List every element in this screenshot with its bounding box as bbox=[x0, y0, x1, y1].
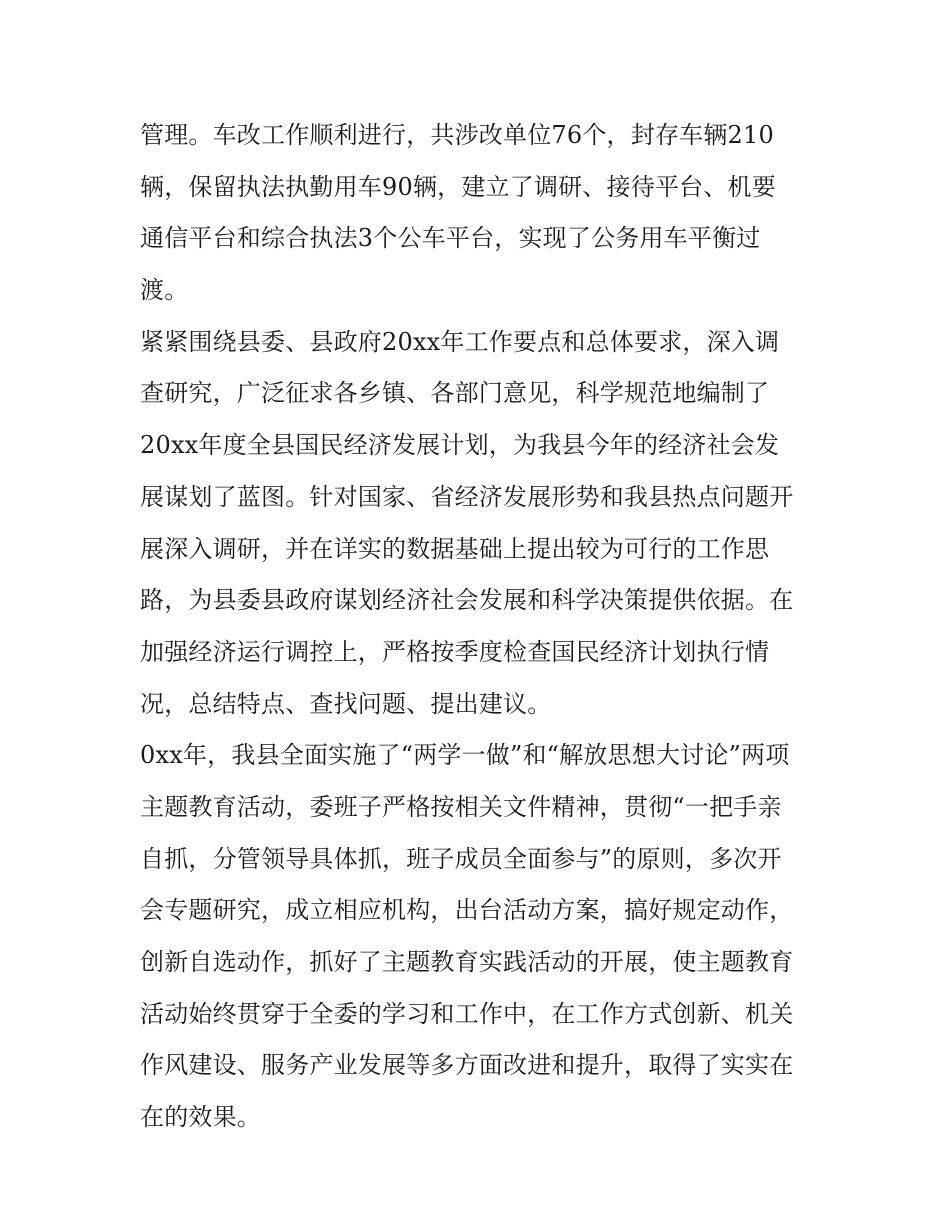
paragraph-economic-plan bbox=[140, 317, 820, 731]
text-line: 0xx年，我县全面实施了“两学一做”和“解放思想大讨论”两项 bbox=[140, 741, 790, 770]
text-line: 展谋划了蓝图。针对国家、省经济发展形势和我县热点问题开 bbox=[140, 482, 794, 511]
text-line: 查研究，广泛征求各乡镇、各部门意见，科学规范地编制了 bbox=[140, 379, 770, 408]
text-line: 主题教育活动，委班子严格按相关文件精神，贯彻“一把手亲 bbox=[140, 792, 782, 821]
text-line: 管理。车改工作顺利进行，共涉改单位76个，封存车辆210 bbox=[140, 121, 774, 149]
text-line: 展深入调研，并在详实的数据基础上提出较为可行的工作思 bbox=[140, 534, 770, 563]
text-line: 况，总结特点、查找问题、提出建议。 bbox=[140, 689, 552, 718]
text-line: 20xx年度全县国民经济发展计划，为我县今年的经济社会发 bbox=[140, 431, 780, 460]
text-line: 在的效果。 bbox=[140, 1103, 261, 1132]
text-line: 路，为县委县政府谋划经济社会发展和科学决策提供依据。在 bbox=[140, 586, 794, 615]
text-line: 作风建设、服务产业发展等多方面改进和提升，取得了实实在 bbox=[140, 1051, 794, 1080]
text-line: 活动始终贯穿于全委的学习和工作中，在工作方式创新、机关 bbox=[140, 999, 794, 1028]
text-line: 紧紧围绕县委、县政府20xx年工作要点和总体要求，深入调 bbox=[140, 327, 780, 356]
text-line: 辆，保留执法执勤用车90辆，建立了调研、接待平台、机要 bbox=[140, 172, 776, 201]
paragraph-vehicle-reform bbox=[140, 110, 820, 317]
text-line: 创新自选动作，抓好了主题教育实践活动的开展，使主题教育 bbox=[140, 948, 794, 976]
paragraph-theme-education bbox=[140, 730, 820, 1144]
text-line: 通信平台和综合执法3个公车平台，实现了公务用车平衡过 bbox=[140, 224, 761, 253]
text-line: 自抓，分管领导具体抓，班子成员全面参与”的原则，多次开 bbox=[140, 844, 782, 873]
text-line: 渡。 bbox=[140, 276, 189, 305]
text-line: 会专题研究，成立相应机构，出台活动方案，搞好规定动作， bbox=[140, 896, 794, 925]
text-line: 加强经济运行调控上，严格按季度检查国民经济计划执行情 bbox=[140, 637, 770, 666]
document-body bbox=[140, 110, 820, 1144]
